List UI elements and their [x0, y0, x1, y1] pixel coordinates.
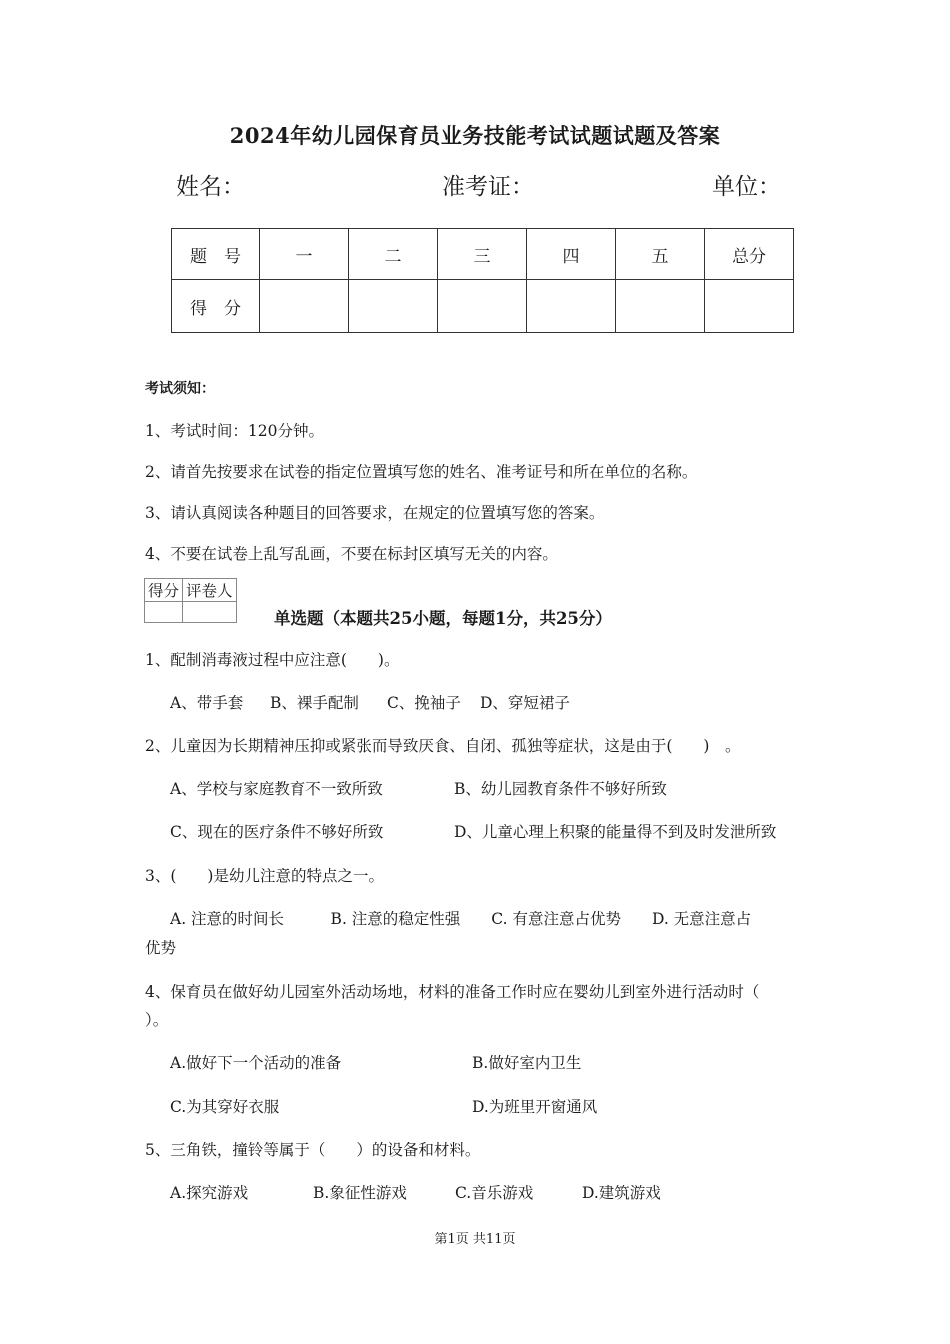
- question-5-stem: 5、三角铁，撞铃等属于（ ）的设备和材料。: [145, 1141, 481, 1159]
- question-2-option-c: C、现在的医疗条件不够好所致: [170, 823, 384, 841]
- score-table-col-2: 二: [349, 229, 438, 280]
- grader-box: [144, 578, 237, 623]
- score-cell-total[interactable]: [705, 280, 794, 333]
- question-5-option-d: D.建筑游戏: [582, 1184, 661, 1202]
- score-table-score-row: [172, 280, 794, 333]
- question-2-stem: 2、儿童因为长期精神压抑或紧张而导致厌食、自闭、孤独等症状，这是由于( ) 。: [145, 737, 741, 755]
- grader-reviewer-cell[interactable]: [183, 602, 237, 623]
- notice-item-2: 2、请首先按要求在试卷的指定位置填写您的姓名、准考证号和所在单位的名称。: [145, 463, 698, 481]
- question-1-option-a: A、带手套: [170, 694, 244, 712]
- question-1-option-b: B、裸手配制: [270, 694, 359, 712]
- question-1-stem: 1、配制消毒液过程中应注意( )。: [145, 651, 400, 669]
- score-table-col-4: 四: [527, 229, 616, 280]
- question-5-option-b: B.象征性游戏: [313, 1184, 407, 1202]
- grader-score-label: 得分: [145, 579, 183, 602]
- exam-id-field-label: 准考证：: [442, 174, 534, 200]
- notice-item-3: 3、请认真阅读各种题目的回答要求，在规定的位置填写您的答案。: [145, 504, 605, 522]
- question-2-option-b: B、幼儿园教育条件不够好所致: [454, 780, 667, 798]
- question-3-stem: 3、( )是幼儿注意的特点之一。: [145, 867, 384, 885]
- candidate-fields: [0, 168, 950, 208]
- score-cell-2[interactable]: [349, 280, 438, 333]
- question-4-stem-wrap: ）。: [145, 1011, 169, 1029]
- question-1-option-c: C、挽袖子: [387, 694, 461, 712]
- score-table: [171, 228, 794, 333]
- grader-reviewer-label: 评卷人: [183, 579, 237, 602]
- score-table-col-5: 五: [616, 229, 705, 280]
- notice-heading: 考试须知：: [145, 381, 215, 397]
- question-1-option-d: D、穿短裙子: [480, 694, 570, 712]
- name-field-label: 姓名：: [176, 174, 245, 200]
- question-4-option-b: B.做好室内卫生: [472, 1054, 582, 1072]
- question-4-option-d: D.为班里开窗通风: [472, 1098, 598, 1116]
- notice-item-1: 1、考试时间：120分钟。: [145, 422, 324, 440]
- score-table-header-row: [172, 229, 794, 280]
- score-table-row-label: 得 分: [172, 280, 260, 333]
- question-5-option-a: A.探究游戏: [170, 1184, 249, 1202]
- question-4-stem: 4、保育员在做好幼儿园室外活动场地，材料的准备工作时应在婴幼儿到室外进行活动时（: [145, 983, 760, 1001]
- score-table-col-1: 一: [260, 229, 349, 280]
- score-cell-5[interactable]: [616, 280, 705, 333]
- question-3-options-wrap: 优势: [145, 939, 177, 957]
- score-cell-1[interactable]: [260, 280, 349, 333]
- page-title: 2024年幼儿园保育员业务技能考试试题试题及答案: [229, 123, 721, 148]
- score-cell-4[interactable]: [527, 280, 616, 333]
- section-title: 单选题（本题共25小题，每题1分，共25分）: [274, 609, 612, 628]
- question-4-option-c: C.为其穿好衣服: [170, 1098, 280, 1116]
- score-table-col-3: 三: [438, 229, 527, 280]
- question-4-option-a: A.做好下一个活动的准备: [170, 1054, 342, 1072]
- question-5-option-c: C.音乐游戏: [455, 1184, 534, 1202]
- unit-field-label: 单位：: [712, 174, 781, 200]
- question-2-option-d: D、儿童心理上积聚的能量得不到及时发泄所致: [454, 823, 777, 841]
- page-footer: 第1页 共11页: [434, 1232, 516, 1247]
- grader-score-cell[interactable]: [145, 602, 183, 623]
- score-table-col-total: 总分: [705, 229, 794, 280]
- question-2-option-a: A、学校与家庭教育不一致所致: [170, 780, 383, 798]
- score-table-header-label: 题 号: [172, 229, 260, 280]
- notice-item-4: 4、不要在试卷上乱写乱画，不要在标封区填写无关的内容。: [145, 545, 558, 563]
- question-3-options: A. 注意的时间长 B. 注意的稳定性强 C. 有意注意占优势 D. 无意注意占: [170, 910, 752, 928]
- score-cell-3[interactable]: [438, 280, 527, 333]
